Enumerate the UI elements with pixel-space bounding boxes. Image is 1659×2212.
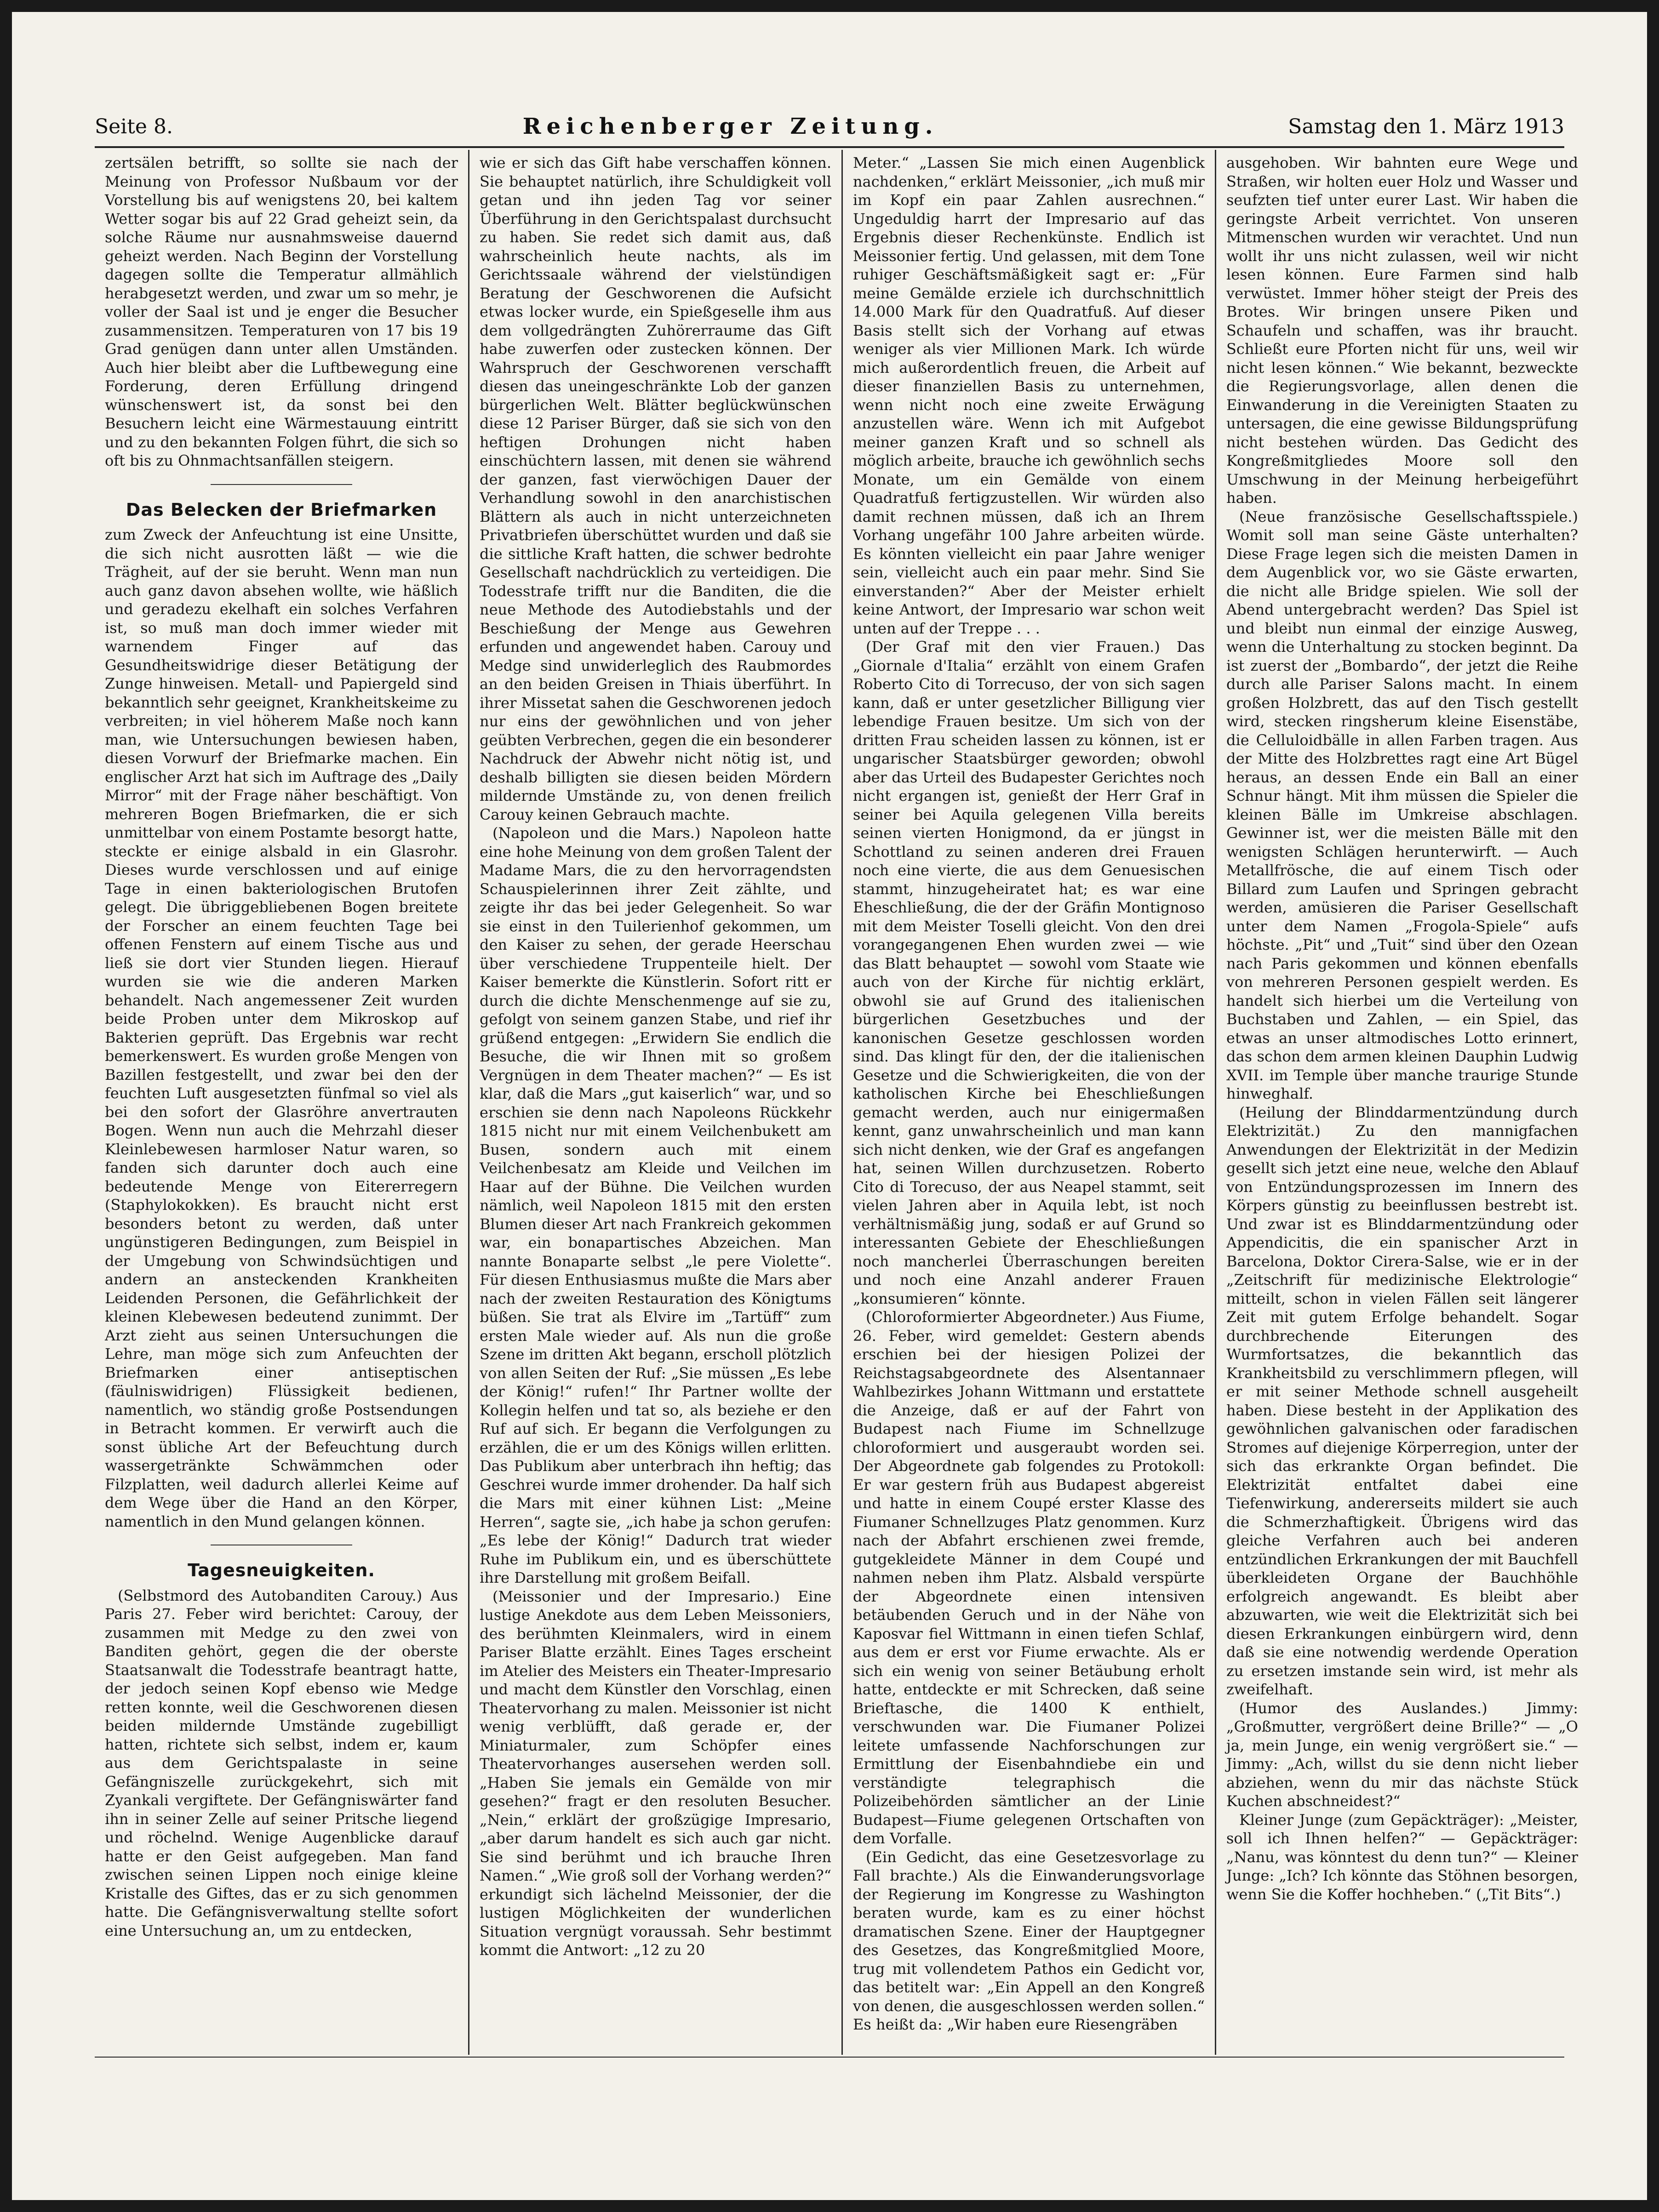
article-paragraph: (Napoleon und die Mars.) Napoleon hatte eine hohe Meinung von dem großen Talent der Madame Mars, die zu den hervorragendsten Schauspielerinnen ihrer Zeit zählte, und zeigte ihr das bei jeder Gelegenheit. So war sie einst in den Tuilerienhof gekommen, um den Kaiser zu sehen, der gerade Heerschau über verschiedene Truppenteile hielt. Der Kaiser bemerkte die Künstlerin. Sofort ritt er durch die dichte Menschenmenge auf sie zu, gefolgt von seinem ganzen Stabe, und rief ihr grüßend entgegen: „Erwidern Sie endlich die Besuche, die wir Ihnen mit so großem Vergnügen in dem Theater machen?“ — Es ist klar, daß die Mars „gut kaiserlich“ war, und so erschien sie denn nach Napoleons Rückkehr 1815 nicht nur mit einem Veilchenbukett am Busen, sondern auch mit einem Veilchenbesatz am Kleide und Veilchen im Haar auf der Bühne. Die Veilchen wurden nämlich, weil Napoleon 1815 mit den ersten Blumen dieser Art nach Frankreich gekommen war, ein bonapartisches Abzeichen. Man nannte Bonaparte selbst „le pere Violette“. Für diesen Enthusiasmus mußte die Mars aber nach der zweiten Restauration des Königtums büßen. Sie trat als Elvire im „Tartüff“ zum ersten Male wieder auf. Als nun die große Szene im dritten Akt begann, erscholl plötzlich von allen Seiten der Ruf: „Sie müssen „Es lebe der König!“ rufen!“ Ihr Partner wollte der Kollegin helfen und tat so, als beziehe er den Ruf auf sich. Er begann die Verfolgungen zu erzählen, die er um des Königs willen erlitten. Das Publikum aber unterbrach ihn heftig; das Geschrei wurde immer drohender. Da half sich die Mars mit einer kühnen List: „Meine Herren“, sagte sie, „ich habe ja schon gerufen: „Es lebe der König!“ Dadurch trat wieder Ruhe im Publikum ein, und es überschüttete ihre Darstellung mit großem Beifall. bbox=[480, 824, 831, 1586]
issue-date: Samstag den 1. März 1913 bbox=[1288, 114, 1564, 138]
article-paragraph: Kleiner Junge (zum Gepäckträger): „Meister, soll ich Ihnen helfen?“ — Gepäckträger: „Nanu, was könntest du denn tun?“ — Kleiner Junge: „Ich? Ich könnte das Stöhnen besorgen, wenn Sie die Koffer hochheben.“ („Tit Bits“.) bbox=[1226, 1811, 1578, 1903]
section-separator bbox=[211, 484, 352, 485]
article-paragraph: (Heilung der Blinddarmentzündung durch Elektrizität.) Zu den mannigfachen Anwendungen der Elektrizität in der Medizin gesellt sich jetzt eine neue, welche den Ablauf von Entzündungsprozessen im Innern des Körpers günstig zu beeinflussen bestrebt ist. Und zwar ist es Blinddarmentzündung oder Appendicitis, die ein spanischer Arzt in Barcelona, Doktor Cirera-Salse, wie er in der „Zeitschrift für medizinische Elektrologie“ mitteilt, schon in vielen Fällen seit längerer Zeit mit gutem Erfolge behandelt. Sogar durchbrechende Eiterungen des Wurmfortsatzes, die bekanntlich das Krankheitsbild zu verschlimmern pflegen, will er mit seiner Methode schnell ausgeheilt haben. Diese besteht in der Applikation des gewöhnlichen galvanischen oder faradischen Stromes auf diejenige Körperregion, unter der sich das erkrankte Organ befindet. Die Elektrizität entfaltet dabei eine Tiefenwirkung, andererseits mildert sie auch die Schmerzhaftigkeit. Übrigens wird das gleiche Verfahren auch bei anderen entzündlichen Erkrankungen der mit Bauchfell überkleideten Organe der Bauchhöhle erfolgreich angewandt. Es bleibt aber abzuwarten, wie weit die Elektrizität sich bei diesen Erkrankungen einbürgern wird, denn daß sie eine notwendig werdende Operation zu ersetzen imstande sein wird, ist mehr als zweifelhaft. bbox=[1226, 1103, 1579, 1698]
section-heading: Tagesneuigkeiten. bbox=[188, 1560, 375, 1580]
article-columns bbox=[95, 150, 1588, 2055]
page-number: Seite 8. bbox=[95, 114, 173, 138]
column-4 bbox=[1215, 150, 1588, 2055]
section-heading: Das Belecken der Briefmarken bbox=[126, 499, 437, 520]
article-paragraph: (Neue französische Gesellschaftsspiele.) Womit soll man seine Gäste unterhalten? Diese Frage legen sich die meisten Damen in dem Augenblick vor, wo sie Gäste erwarten, die nicht alle Bridge spielen. Wie soll der Abend untergebracht werden? Das Spiel ist und bleibt nun einmal der einzige Ausweg, wenn die Unterhaltung zu stocken beginnt. Da ist zuerst der „Bombardo“, der jetzt die Reihe durch alle Pariser Salons macht. In einem großen Holzbrett, das auf den Tisch gestellt wird, stecken ringsherum kleine Eisenstäbe, die Celluloidbälle in allen Farben tragen. Aus der Mitte des Holzbrettes ragt eine Art Bügel heraus, an dessen Ende ein Ball an einer Schnur hängt. Mit ihm müssen die Spieler die kleinen Bälle im Umkreise abschlagen. Gewinner ist, wer die meisten Bälle mit den wenigsten Schlägen herunterwirft. — Auch Metallfrösche, die auf einem Tisch oder Billard zum Laufen und Springen gebracht werden, amüsieren die Pariser Gesellschaft unter dem Namen „Frogola-Spiele“ aufs höchste. „Pit“ und „Tuit“ sind über den Ozean nach Paris gekommen und können ebenfalls von mehreren Personen gespielt werden. Es handelt sich hierbei um die Verteilung von Buchstaben und Zahlen, — ein Spiel, das etwas an unser altmodisches Lotto erinnert, das schon dem armen kleinen Dauphin Ludwig XVII. im Temple über manche traurige Stunde hinweghalf. bbox=[1226, 507, 1578, 1102]
article-paragraph: Meter.“ „Lassen Sie mich einen Augenblick nachdenken,“ erklärt Meissonier, „ich muß mir im Kopf ein paar Zahlen ausrechnen.“ Ungeduldig harrt der Impresario auf das Ergebnis dieser Rechenkünste. Endlich ist Meissonier fertig. Und gelassen, mit dem Tone ruhiger Geschäftsmäßigkeit sagt er: „Für meine Gemälde erziele ich durchschnittlich 14.000 Mark für den Quadratfuß. Auf dieser Basis stellt sich der Vorhang auf etwas weniger als vier Millionen Mark. Ich würde mich außerordentlich freuen, die Arbeit auf dieser finanziellen Basis zu unternehmen, wenn nicht noch eine zweite Erwägung anzustellen wäre. Wenn ich mit Aufgebot meiner ganzen Kraft und so schnell als möglich arbeite, brauche ich gewöhnlich sechs Monate, um ein Gemälde von einem Quadratfuß fertigzustellen. Wir würden also damit rechnen müssen, daß ich an Ihrem Vorhang ungefähr 100 Jahre arbeiten würde. Es könnten vielleicht ein paar Jahre weniger sein, vielleicht auch ein paar mehr. Sind Sie einverstanden?“ Aber der Meister erhielt keine Antwort, der Impresario war schon weit unten auf der Treppe . . . bbox=[853, 154, 1205, 637]
article-paragraph: (Selbstmord des Autobanditen Carouy.) Aus Paris 27. Feber wird berichtet: Carouy, der zusammen mit Medge zu den zwei von Banditen gehört, gegen die der oberste Staatsanwalt die Todesstrafe beantragt hatte, der jedoch seinen Kopf ebenso wie Medge retten konnte, weil die Geschworenen diesen beiden mildernde Umstände zugebilligt hatten, richtete sich selbst, indem er, kaum aus dem Gerichtspalaste in seine Gefängniszelle zurückgekehrt, sich mit Zyankali vergiftete. Der Gefängniswärter fand ihn in seiner Zelle auf seiner Pritsche liegend und röchelnd. Wenige Augenblicke darauf hatte er den Geist aufgegeben. Man fand zwischen seinen Lippen noch einige kleine Kristalle des Giftes, das er zu sich genommen hatte. Die Gefängnisverwaltung stellte sofort eine Untersuchung an, um zu entdecken, bbox=[105, 1586, 458, 1939]
column-2 bbox=[468, 150, 841, 2055]
column-3 bbox=[841, 150, 1215, 2055]
article-paragraph: (Chloroformierter Abgeordneter.) Aus Fiume, 26. Feber, wird gemeldet: Gestern abends erschien bei der hiesigen Polizei der Reichstagsabgeordnete des Alsentannaer Wahlbezirkes Johann Wittmann und erstattete die Anzeige, daß er auf der Fahrt von Budapest nach Fiume im Schnellzuge chloroformiert und ausgeraubt worden sei. Der Abgeordnete gab folgendes zu Protokoll: Er war gestern früh aus Budapest abgereist und hatte in einem Coupé erster Klasse des Fiumaner Schnellzuges Platz genommen. Kurz nach der Abfahrt erschienen zwei fremde, gutgekleidete Männer in dem Coupé und nahmen neben ihm Platz. Alsbald verspürte der Abgeordnete einen intensiven betäubenden Geruch und in der Nähe von Kaposvar fiel Wittmann in einen tiefen Schlaf, aus dem er erst vor Fiume erwachte. Als er sich ein wenig von seiner Betäubung erholt hatte, entdeckte er mit Schrecken, daß seine Brieftasche, die 1400 K enthielt, verschwunden war. Die Fiumaner Polizei leitete umfassende Nachforschungen zur Ermittlung der Eisenbahndiebe ein und verständigte telegraphisch die Polizeibehörden sämtlicher an der Linie Budapest—Fiume gelegenen Ortschaften von dem Vorfalle. bbox=[853, 1308, 1205, 1847]
header-rule bbox=[95, 146, 1564, 148]
article-paragraph: zertsälen betrifft, so sollte sie nach der Meinung von Professor Nußbaum vor der Vorstellung bis auf wenigstens 20, bei kaltem Wetter sogar bis auf 22 Grad geheizt sein, da solche Räume nur ausnahmsweise dauernd geheizt werden. Nach Beginn der Vorstellung dagegen sollte die Temperatur allmählich herabgesetzt werden, und zwar um so mehr, je voller der Saal ist und je enger die Besucher zusammensitzen. Temperaturen von 17 bis 19 Grad genügen dann unter allen Umständen. Auch hier bleibt aber die Luftbewegung eine Forderung, deren Erfüllung dringend wünschenswert ist, da sonst bei den Besuchern leicht eine Wärmestauung eintritt und zu den bekannten Folgen führt, die sich so oft bis zu Ohnmachtsanfällen steigern. bbox=[105, 154, 458, 469]
article-paragraph: wie er sich das Gift habe verschaffen können. Sie behauptet natürlich, ihre Schuldigkeit voll getan und ihn jeden Tag vor seiner Überführung in den Gerichtspalast durchsucht zu haben. Sie redet sich damit aus, daß wahrscheinlich heute nachts, als im Gerichtssaale während der vielstündigen Beratung der Geschworenen die Aufsicht etwas locker wurde, ein Spießgeselle ihm aus dem vollgedrängten Zuhörerraume das Gift habe zuwerfen oder zustecken können. Der Wahrspruch der Geschworenen verschafft diesen das uneingeschränkte Lob der ganzen bürgerlichen Welt. Blätter beglückwünschen diese 12 Pariser Bürger, daß sie sich von den heftigen Drohungen nicht haben einschüchtern lassen, mit denen sie während der ganzen, fast vierwöchigen Dauer der Verhandlung sowohl in den anarchistischen Blättern als auch in nicht unterzeichneten Privatbriefen überschüttet wurden und daß sie die sittliche Kraft hatten, die schwer bedrohte Gesellschaft nachdrücklich zu verteidigen. Die Todesstrafe trifft nur die Banditen, die die neue Methode des Autodiebstahls und der Beschießung der Menge aus Gewehren erfunden und angewendet haben. Carouy und Medge sind unwiderleglich des Raubmordes an den beiden Greisen in Thiais überführt. In ihrer Missetat sahen die Geschworenen jedoch nur eins der gewöhnlichen und von jeher geübten Verbrechen, gegen die ein besonderer Nachdruck der Abwehr nicht nötig ist, und deshalb billigten sie diesen beiden Mördern mildernde Umstände zu, von denen freilich Carouy keinen Gebrauch machte. bbox=[480, 154, 831, 823]
page-header bbox=[95, 110, 1564, 143]
article-paragraph: zum Zweck der Anfeuchtung ist eine Unsitte, die sich nicht ausrotten läßt — wie die Trägheit, auf der sie beruht. Wenn man nun auch ganz davon absehen wollte, wie häßlich und geradezu ekelhaft ein solches Verfahren ist, so muß man doch immer wieder mit warnendem Finger auf das Gesundheitswidrige dieser Betätigung der Zunge hinweisen. Metall- und Papiergeld sind bekanntlich sehr geeignet, Krankheitskeime zu verbreiten; in viel höherem Maße noch kann man, wie Untersuchungen bewiesen haben, diesen Vorwurf der Briefmarke machen. Ein englischer Arzt hat sich im Auftrage des „Daily Mirror“ mit der Frage näher beschäftigt. Von mehreren Bogen Briefmarken, die er sich unmittelbar von einem Postamte besorgt hatte, steckte er einige alsbald in ein Glasrohr. Dieses wurde verschlossen und auf einige Tage in einen bakteriologischen Brutofen gelegt. Die übriggebliebenen Bogen breitete der Forscher an einem feuchten Tage bei offenen Fenstern auf einem Tische aus und ließ sie dort vier Stunden liegen. Hierauf wurden sie wie die anderen Marken behandelt. Nach angemessener Zeit wurden beide Proben unter dem Mikroskop auf Bakterien geprüft. Das Ergebnis war recht bemerkenswert. Es wurden große Mengen von Bazillen festgestellt, und zwar bei den der feuchten Luft ausgesetzten fünfmal so viel als bei den sofort der Glasröhre anvertrauten Bogen. Wenn nun auch die Mehrzahl dieser Kleinlebewesen harmloser Natur waren, so fanden sich darunter doch auch eine bedeutende Menge von Eitererregern (Staphylokokken). Es braucht nicht erst besonders betont zu werden, daß unter ungünstigeren Bedingungen, zum Beispiel in der Umgebung von Schwindsüchtigen und andern an ansteckenden Krankheiten Leidenden Personen, die Gefährlichkeit der kleinen Klebewesen bedeutend zunimmt. Der Arzt zieht aus seinen Untersuchungen die Lehre, man möge sich zum Anfeuchten der Briefmarken einer antiseptischen (fäulniswidrigen) Flüssigkeit bedienen, namentlich, wo ständig große Postsendungen in Betracht kommen. Er verwirft auch die sonst übliche Art der Befeuchtung durch wassergetränkte Schwämmchen oder Filzplatten, weil dadurch allerlei Keime auf dem Wege über die Hand an den Körper, namentlich in den Mund gelangen können. bbox=[105, 526, 458, 1530]
article-paragraph: (Der Graf mit den vier Frauen.) Das „Giornale d'Italia“ erzählt von einem Grafen Roberto Cito di Torrecuso, der von sich sagen kann, daß er unter gesetzlicher Billigung vier lebendige Frauen besitze. Um sich von der dritten Frau scheiden lassen zu können, ist er ungarischer Staatsbürger geworden; obwohl aber das Urteil des Budapester Gerichtes noch nicht ergangen ist, genießt der Herr Graf in seiner bei Aquila gelegenen Villa bereits seinen vierten Honigmond, da er jüngst in Schottland zu seinen anderen drei Frauen noch eine vierte, die aus dem Genuesischen stammt, hinzugeheiratet hat; es war eine Eheschließung, die der der Gräfin Montignoso mit dem Meister Toselli gleicht. Von den drei vorangegangenen Ehen wurden zwei — wie das Blatt behauptet — sowohl vom Staate wie auch von der Kirche für nichtig erklärt, obwohl sie auf Grund des italienischen bürgerlichen Gesetzbuches und der kanonischen Gesetze geschlossen worden sind. Das klingt für den, der die italienischen Gesetze und die Schwierigkeiten, die von der katholischen Kirche bei Eheschließungen gemacht werden, auch nur einigermaßen kennt, ganz unwahrscheinlich und man kann sich nicht denken, wie der Graf es angefangen hat, seinen Willen durchzusetzen. Roberto Cito di Torecuso, der aus Neapel stammt, seit vielen Jahren aber in Aquila lebt, ist noch verhältnismäßig jung, sodaß er auf Grund so interessanten Gebiete der Eheschließungen noch mancherlei Überraschungen bereiten und noch eine Anzahl anderer Frauen „konsumieren“ könnte. bbox=[853, 638, 1205, 1307]
footer-rule bbox=[95, 2057, 1564, 2058]
article-paragraph: (Humor des Auslandes.) Jimmy: „Großmutter, vergrößert deine Brille?“ — „O ja, mein Junge, ein wenig vergrößert sie.“ — Jimmy: „Ach, willst du sie denn nicht lieber abziehen, wenn du mir das nächste Stück Kuchen abschneidest?“ bbox=[1226, 1699, 1578, 1810]
column-1 bbox=[95, 150, 468, 2055]
article-paragraph: ausgehoben. Wir bahnten eure Wege und Straßen, wir holten euer Holz und Wasser und seufzten tief unter eurer Last. Wir haben die geringste Arbeit verrichtet. Von unseren Mitmenschen wurden wir verachtet. Und nun wollt ihr uns nicht zulassen, weil wir nicht lesen können. Eure Farmen sind halb verwüstet. Immer höher steigt der Preis des Brotes. Wir bringen unsere Piken und Schaufeln und schaffen, was ihr braucht. Schließt eure Pforten nicht für uns, weil wir nicht lesen können.“ Wie bekannt, bezweckte die Regierungsvorlage, allen denen die Einwanderung in die Vereinigten Staaten zu untersagen, die eine gewisse Bildungsprüfung nicht bestehen würden. Das Gedicht des Kongreßmitgliedes Moore soll den Umschwung in der Meinung herbeigeführt haben. bbox=[1226, 154, 1578, 507]
article-paragraph: (Meissonier und der Impresario.) Eine lustige Anekdote aus dem Leben Meissoniers, des berühmten Kleinmalers, wird in einem Pariser Blatte erzählt. Eines Tages erscheint im Atelier des Meisters ein Theater-Impresario und macht dem Künstler den Vorschlag, einen Theatervorhang zu malen. Meissonier ist nicht wenig verblüfft, daß gerade er, der Miniaturmaler, zum Schöpfer eines Theatervorhanges ausersehen werden soll. „Haben Sie jemals ein Gemälde von mir gesehen?“ fragt er den resoluten Besucher. „Nein,“ erklärt der großzügige Impresario, „aber darum handelt es sich auch gar nicht. Sie sind berühmt und ich brauche Ihren Namen.“ „Wie groß soll der Vorhang werden?“ erkundigt sich lächelnd Meissonier, der die lustigen Möglichkeiten der wunderlichen Situation vergnügt voraussah. Sehr bestimmt kommt die Antwort: „12 zu 20 bbox=[480, 1587, 831, 1959]
masthead-title: Reichenberger Zeitung. bbox=[522, 114, 938, 139]
newspaper-page bbox=[12, 12, 1647, 2200]
article-paragraph: (Ein Gedicht, das eine Gesetzesvorlage zu Fall brachte.) Als die Einwanderungsvorlage der Regierung im Kongresse zu Washington beraten wurde, kam es zu einer höchst dramatischen Szene. Einer der Hauptgegner des Gesetzes, das Kongreßmitglied Moore, trug mit vollendetem Pathos ein Gedicht vor, das betitelt war: „Ein Appell an den Kongreß von denen, die ausgeschlossen werden sollen.“ Es heißt da: „Wir haben eure Riesengräben bbox=[853, 1848, 1205, 2033]
